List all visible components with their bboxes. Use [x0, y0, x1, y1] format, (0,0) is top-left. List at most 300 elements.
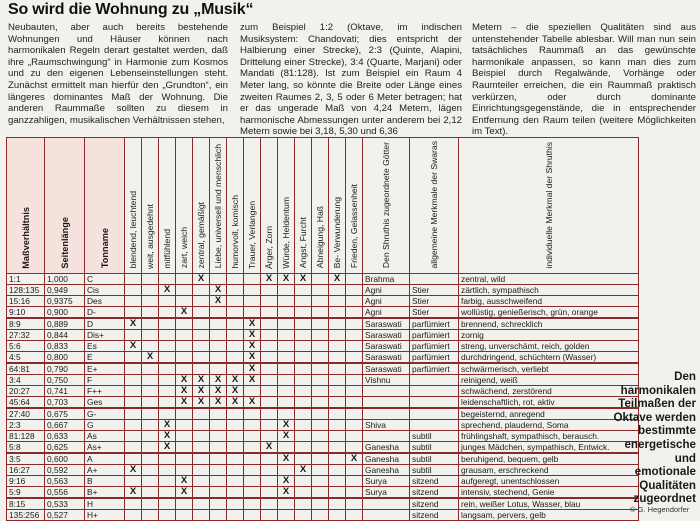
quality-mark-cell	[295, 419, 312, 430]
quality-mark-cell	[312, 385, 329, 396]
quality-mark-cell: X	[278, 475, 295, 486]
shruthi-cell: zornig	[459, 329, 639, 340]
quality-mark-cell	[210, 430, 227, 441]
quality-mark-cell	[312, 453, 329, 465]
quality-mark-cell	[210, 318, 227, 330]
quality-mark-cell	[176, 340, 193, 351]
quality-mark-cell: X	[278, 273, 295, 284]
god-cell: Vishnu	[363, 374, 410, 385]
quality-mark-cell	[210, 464, 227, 475]
quality-mark-cell	[142, 284, 159, 295]
quality-mark-cell	[193, 441, 210, 453]
quality-mark-cell	[244, 284, 261, 295]
quality-mark-cell	[261, 340, 278, 351]
tone-cell: Des	[85, 295, 125, 306]
quality-mark-cell	[176, 419, 193, 430]
quality-mark-cell	[193, 363, 210, 375]
quality-mark-cell	[176, 441, 193, 453]
quality-mark-cell: X	[244, 363, 261, 375]
god-cell: Shiva	[363, 419, 410, 430]
column-header-label: Trauer, Verlangen	[247, 200, 257, 269]
ratio-cell: 8:15	[7, 498, 45, 510]
column-header-label: Be- Verwunderung	[332, 197, 342, 269]
quality-mark-cell	[329, 464, 346, 475]
photo-credit: © G. Hegendorfer	[630, 505, 690, 514]
quality-mark-cell	[329, 363, 346, 375]
tone-cell: A+	[85, 464, 125, 475]
god-cell: Saraswati	[363, 318, 410, 330]
quality-mark-cell: X	[125, 318, 142, 330]
tone-cell: H+	[85, 509, 125, 520]
quality-mark-cell: X	[227, 396, 244, 408]
quality-mark-cell	[193, 464, 210, 475]
quality-mark-cell	[227, 340, 244, 351]
quality-mark-cell	[159, 374, 176, 385]
quality-mark-cell	[210, 498, 227, 510]
shruthi-cell: schwächend, zerstörend	[459, 385, 639, 396]
swara-cell	[410, 408, 459, 420]
quality-mark-cell: X	[329, 273, 346, 284]
quality-mark-cell	[176, 453, 193, 465]
quality-mark-cell	[278, 340, 295, 351]
quality-mark-cell	[125, 453, 142, 465]
quality-mark-cell: X	[176, 306, 193, 318]
length-cell: 0,800	[45, 351, 85, 363]
quality-mark-cell	[346, 509, 363, 520]
quality-mark-cell	[159, 329, 176, 340]
swara-cell: subtil	[410, 464, 459, 475]
length-cell: 0,750	[45, 374, 85, 385]
quality-mark-cell	[125, 509, 142, 520]
shruthi-cell: schwärmerisch, verliebt	[459, 363, 639, 375]
quality-mark-cell	[295, 374, 312, 385]
quality-mark-cell	[261, 475, 278, 486]
quality-mark-cell	[159, 363, 176, 375]
quality-mark-cell	[346, 441, 363, 453]
shruthi-cell: begeisternd, anregend	[459, 408, 639, 420]
table-row	[7, 441, 639, 453]
quality-mark-cell	[125, 363, 142, 375]
swara-cell	[410, 419, 459, 430]
quality-mark-cell	[346, 419, 363, 430]
shruthi-cell: beruhigend, bequem, gelb	[459, 453, 639, 465]
swara-cell: subtil	[410, 430, 459, 441]
tone-cell: H	[85, 498, 125, 510]
page-title: So wird die Wohnung zu „Musik“	[8, 1, 254, 18]
quality-mark-cell	[210, 475, 227, 486]
swara-cell: subtil	[410, 453, 459, 465]
quality-mark-cell	[227, 430, 244, 441]
column-header-label: humorvoll, komisch	[230, 194, 240, 269]
quality-mark-cell: X	[125, 340, 142, 351]
length-cell: 0,889	[45, 318, 85, 330]
length-cell: 0,741	[45, 385, 85, 396]
column-header	[7, 138, 45, 274]
quality-mark-cell	[278, 464, 295, 475]
quality-mark-cell	[278, 385, 295, 396]
length-cell: 0,790	[45, 363, 85, 375]
length-cell: 0,667	[45, 419, 85, 430]
column-header-label: zart, weich	[179, 227, 189, 269]
table-row	[7, 363, 639, 375]
shruthi-cell: langsam, pervers, gelb	[459, 509, 639, 520]
quality-mark-cell	[193, 430, 210, 441]
quality-mark-cell	[346, 385, 363, 396]
length-cell: 0,600	[45, 453, 85, 465]
quality-mark-cell	[312, 419, 329, 430]
tone-cell: D	[85, 318, 125, 330]
quality-mark-cell	[278, 509, 295, 520]
quality-mark-cell	[329, 340, 346, 351]
tone-cell: Es	[85, 340, 125, 351]
quality-mark-cell	[312, 408, 329, 420]
table-row	[7, 464, 639, 475]
tone-cell: D-	[85, 306, 125, 318]
tone-cell: As+	[85, 441, 125, 453]
length-cell: 1,000	[45, 273, 85, 284]
tone-cell: E+	[85, 363, 125, 375]
quality-mark-cell	[244, 441, 261, 453]
quality-mark-cell	[227, 408, 244, 420]
column-header-label: zentral, gemäßigt	[196, 202, 206, 269]
length-cell: 0,844	[45, 329, 85, 340]
quality-mark-cell	[142, 306, 159, 318]
table-row	[7, 340, 639, 351]
quality-mark-cell: X	[159, 441, 176, 453]
quality-mark-cell: X	[176, 374, 193, 385]
swara-cell: parfümiert	[410, 329, 459, 340]
quality-mark-cell: X	[244, 329, 261, 340]
quality-mark-cell	[346, 351, 363, 363]
quality-mark-cell	[346, 340, 363, 351]
table-row	[7, 306, 639, 318]
quality-mark-cell: X	[210, 374, 227, 385]
quality-mark-cell	[346, 374, 363, 385]
quality-mark-cell	[227, 419, 244, 430]
quality-mark-cell	[312, 306, 329, 318]
quality-mark-cell	[142, 441, 159, 453]
quality-mark-cell	[261, 363, 278, 375]
tone-cell: G-	[85, 408, 125, 420]
column-header-label: Seitenlänge	[59, 216, 70, 269]
table-row	[7, 430, 639, 441]
quality-mark-cell	[142, 295, 159, 306]
quality-mark-cell	[312, 464, 329, 475]
ratio-cell: 20:27	[7, 385, 45, 396]
quality-mark-cell	[329, 396, 346, 408]
swara-cell: Stier	[410, 306, 459, 318]
tone-cell: B+	[85, 486, 125, 498]
length-cell: 0,527	[45, 509, 85, 520]
quality-mark-cell	[227, 318, 244, 330]
quality-mark-cell	[244, 509, 261, 520]
quality-mark-cell	[261, 306, 278, 318]
quality-mark-cell	[261, 284, 278, 295]
quality-mark-cell	[159, 408, 176, 420]
quality-mark-cell: X	[176, 486, 193, 498]
quality-mark-cell	[142, 453, 159, 465]
quality-mark-cell: X	[193, 374, 210, 385]
quality-mark-cell	[193, 509, 210, 520]
quality-mark-cell	[244, 486, 261, 498]
quality-mark-cell: X	[159, 284, 176, 295]
quality-mark-cell	[261, 374, 278, 385]
quality-mark-cell	[193, 329, 210, 340]
quality-mark-cell: X	[278, 486, 295, 498]
quality-mark-cell	[142, 396, 159, 408]
quality-mark-cell	[244, 419, 261, 430]
quality-mark-cell: X	[244, 351, 261, 363]
quality-mark-cell	[312, 475, 329, 486]
ratio-cell: 3:4	[7, 374, 45, 385]
quality-mark-cell	[142, 374, 159, 385]
quality-mark-cell	[329, 430, 346, 441]
quality-mark-cell	[125, 396, 142, 408]
column-header	[410, 138, 459, 274]
quality-mark-cell	[227, 509, 244, 520]
quality-mark-cell	[227, 498, 244, 510]
quality-mark-cell	[210, 408, 227, 420]
column-header	[176, 138, 193, 274]
quality-mark-cell	[244, 295, 261, 306]
length-cell: 0,949	[45, 284, 85, 295]
column-header-label: Würde, Heldentum	[281, 196, 291, 269]
quality-mark-cell	[312, 441, 329, 453]
length-cell: 0,900	[45, 306, 85, 318]
quality-mark-cell: X	[227, 374, 244, 385]
length-cell: 0,633	[45, 430, 85, 441]
quality-mark-cell: X	[227, 385, 244, 396]
column-header	[459, 138, 639, 274]
quality-mark-cell	[125, 351, 142, 363]
quality-mark-cell	[329, 306, 346, 318]
quality-mark-cell	[346, 396, 363, 408]
tone-cell: B	[85, 475, 125, 486]
god-cell: Agni	[363, 306, 410, 318]
shruthi-cell: durchdringend, schüchtern (Wasser)	[459, 351, 639, 363]
tone-cell: F++	[85, 385, 125, 396]
quality-mark-cell	[176, 464, 193, 475]
shruthi-cell: streng, unverschämt, reich, golden	[459, 340, 639, 351]
god-cell: Agni	[363, 284, 410, 295]
quality-mark-cell	[261, 408, 278, 420]
quality-mark-cell	[261, 419, 278, 430]
quality-mark-cell	[142, 475, 159, 486]
column-header	[312, 138, 329, 274]
quality-mark-cell	[244, 306, 261, 318]
quality-mark-cell	[227, 464, 244, 475]
quality-mark-cell	[210, 441, 227, 453]
quality-mark-cell	[176, 430, 193, 441]
quality-mark-cell	[227, 486, 244, 498]
quality-mark-cell: X	[142, 351, 159, 363]
quality-mark-cell	[176, 318, 193, 330]
quality-mark-cell	[210, 486, 227, 498]
swara-cell: sitzend	[410, 475, 459, 486]
quality-mark-cell	[142, 419, 159, 430]
table-row	[7, 509, 639, 520]
quality-mark-cell	[125, 284, 142, 295]
quality-mark-cell	[159, 295, 176, 306]
god-cell	[363, 385, 410, 396]
length-cell: 0,563	[45, 475, 85, 486]
quality-mark-cell: X	[261, 273, 278, 284]
shruthi-cell: grausam, erschreckend	[459, 464, 639, 475]
shruthi-cell: aufgeregt, unentschlossen	[459, 475, 639, 486]
tone-cell: Ges	[85, 396, 125, 408]
ratio-cell: 64:81	[7, 363, 45, 375]
quality-mark-cell: X	[210, 295, 227, 306]
quality-mark-cell	[329, 284, 346, 295]
quality-mark-cell: X	[244, 340, 261, 351]
column-header	[210, 138, 227, 274]
quality-mark-cell	[261, 396, 278, 408]
quality-mark-cell	[295, 430, 312, 441]
quality-mark-cell	[312, 498, 329, 510]
quality-mark-cell: X	[244, 396, 261, 408]
quality-mark-cell	[295, 498, 312, 510]
quality-mark-cell	[312, 430, 329, 441]
god-cell: Ganesha	[363, 453, 410, 465]
quality-mark-cell	[261, 453, 278, 465]
quality-mark-cell: X	[278, 419, 295, 430]
quality-mark-cell	[193, 486, 210, 498]
column-header-label: individuelle Merkmal der Shruthis	[543, 141, 554, 269]
quality-mark-cell	[346, 486, 363, 498]
column-header-label: Ärger, Zorn	[264, 225, 274, 269]
ratio-cell: 8:9	[7, 318, 45, 330]
quality-mark-cell	[244, 475, 261, 486]
quality-mark-cell	[227, 273, 244, 284]
god-cell: Ganesha	[363, 441, 410, 453]
ratio-cell: 135:256	[7, 509, 45, 520]
quality-mark-cell	[142, 509, 159, 520]
quality-mark-cell	[125, 385, 142, 396]
god-cell	[363, 396, 410, 408]
quality-mark-cell	[142, 340, 159, 351]
ratio-cell: 5:8	[7, 441, 45, 453]
god-cell	[363, 509, 410, 520]
column-header-label: Abneigung, Haß	[315, 206, 325, 269]
quality-mark-cell	[176, 363, 193, 375]
quality-mark-cell	[227, 351, 244, 363]
swara-cell	[410, 374, 459, 385]
quality-mark-cell	[312, 486, 329, 498]
quality-mark-cell	[193, 475, 210, 486]
quality-mark-cell	[312, 273, 329, 284]
quality-mark-cell	[159, 464, 176, 475]
tone-cell: E	[85, 351, 125, 363]
column-header-label: weit, ausgedehnt	[145, 203, 155, 269]
quality-mark-cell	[346, 329, 363, 340]
quality-mark-cell	[244, 385, 261, 396]
table-row	[7, 284, 639, 295]
quality-mark-cell	[329, 408, 346, 420]
quality-mark-cell	[329, 441, 346, 453]
swara-cell: Stier	[410, 295, 459, 306]
column-header	[278, 138, 295, 274]
quality-mark-cell	[329, 374, 346, 385]
quality-mark-cell	[329, 385, 346, 396]
quality-mark-cell	[295, 441, 312, 453]
quality-mark-cell	[244, 273, 261, 284]
quality-mark-cell	[210, 306, 227, 318]
quality-mark-cell	[295, 329, 312, 340]
quality-mark-cell	[125, 408, 142, 420]
quality-mark-cell: X	[210, 284, 227, 295]
quality-mark-cell	[312, 363, 329, 375]
shruthi-cell: reinigend, weiß	[459, 374, 639, 385]
shruthi-cell: brennend, schrecklich	[459, 318, 639, 330]
quality-mark-cell	[227, 295, 244, 306]
quality-mark-cell: X	[176, 475, 193, 486]
quality-mark-cell	[346, 295, 363, 306]
intro-column-1: Neubauten, aber auch bereits bestehende Wohnungen und Häuser können nach harmonikalen Regeln derart gestaltet werden, daß ihre „Raumschwingung“ in Harmonie zum Kosmos und zu den eigenen Lebenseinstellungen steht. Zunächst ermittelt man hierfür den „Grundton“, ein längeres dominantes Maß der Wohnung. Die anderen Raummaße sollten zu diesem in ganzzahligen, musikalischen Verhältnissen stehen,	[8, 22, 228, 126]
quality-mark-cell	[329, 351, 346, 363]
ratio-cell: 1:1	[7, 273, 45, 284]
intro-column-3: Metern – die speziellen Qualitäten sind aus untenstehender Tabelle ablesbar. Will man nun sein tatsächliches Raummaß an das gewünschte harmonikale anpassen, so kann man dies zum Beispiel durch Regalwände, Vorhänge oder Raumteiler erreichen, die ein Raummaß praktisch verkürzen, oder durch dominante Einrichtungsgegenstände, die in entsprechender Entfernung den Raum teilen (weitere Möglichkeiten im Text).	[472, 22, 696, 138]
quality-mark-cell	[176, 295, 193, 306]
quality-mark-cell	[295, 509, 312, 520]
shruthi-cell: wollüstig, genießerisch, grün, orange	[459, 306, 639, 318]
quality-mark-cell	[142, 329, 159, 340]
quality-mark-cell	[295, 318, 312, 330]
quality-mark-cell	[295, 408, 312, 420]
table-row	[7, 329, 639, 340]
shruthi-cell: zärtlich, sympathisch	[459, 284, 639, 295]
quality-mark-cell: X	[295, 273, 312, 284]
quality-mark-cell	[176, 329, 193, 340]
table-row	[7, 498, 639, 510]
column-header	[346, 138, 363, 274]
god-cell	[363, 408, 410, 420]
table-row	[7, 318, 639, 330]
column-header-label: Den Shruthis zugeordnete Götter	[381, 142, 391, 269]
ratio-cell: 9:16	[7, 475, 45, 486]
quality-mark-cell	[142, 363, 159, 375]
quality-mark-cell	[210, 363, 227, 375]
quality-mark-cell	[278, 318, 295, 330]
ratio-cell: 27:40	[7, 408, 45, 420]
shruthi-cell: rein, weißer Lotus, Wasser, blau	[459, 498, 639, 510]
quality-mark-cell	[193, 295, 210, 306]
ratio-cell: 81:128	[7, 430, 45, 441]
quality-mark-cell	[295, 340, 312, 351]
quality-mark-cell	[278, 295, 295, 306]
quality-mark-cell	[125, 306, 142, 318]
quality-mark-cell	[227, 453, 244, 465]
column-header-label: allgemeine Merkmale der Swaras	[429, 141, 439, 269]
quality-mark-cell	[312, 329, 329, 340]
table-row	[7, 475, 639, 486]
god-cell: Saraswati	[363, 340, 410, 351]
quality-mark-cell	[159, 453, 176, 465]
quality-mark-cell	[295, 486, 312, 498]
quality-mark-cell	[142, 408, 159, 420]
quality-mark-cell	[159, 351, 176, 363]
quality-mark-cell: X	[210, 385, 227, 396]
intro-column-2: zum Beispiel 1:2 (Oktave, im indischen Musiksystem: Chandovati; dies entspricht der Halbierung einer Strecke), 2:3 (Quinte, Alapini, Drittelung einer Strecke), 3:4 (Quarte, Marjani) oder Mandati (81:128). Ist zum Beispiel ein Raum 4 Meter lang, so könnte die Breite oder Länge eines zweiten Raumes 2, 3, 5 oder 6 Meter betragen; hat er das ungerade Maß von 4,24 Metern, lägen harmonische Abmessungen unter anderem bei 2,12 Metern sowie bei 3,18, 5,30 und 6,36	[240, 22, 462, 138]
swara-cell	[410, 273, 459, 284]
quality-mark-cell	[142, 498, 159, 510]
table-row	[7, 408, 639, 420]
god-cell	[363, 430, 410, 441]
quality-mark-cell: X	[193, 396, 210, 408]
quality-mark-cell	[193, 306, 210, 318]
god-cell: Ganesha	[363, 464, 410, 475]
swara-cell	[410, 385, 459, 396]
quality-mark-cell	[193, 284, 210, 295]
